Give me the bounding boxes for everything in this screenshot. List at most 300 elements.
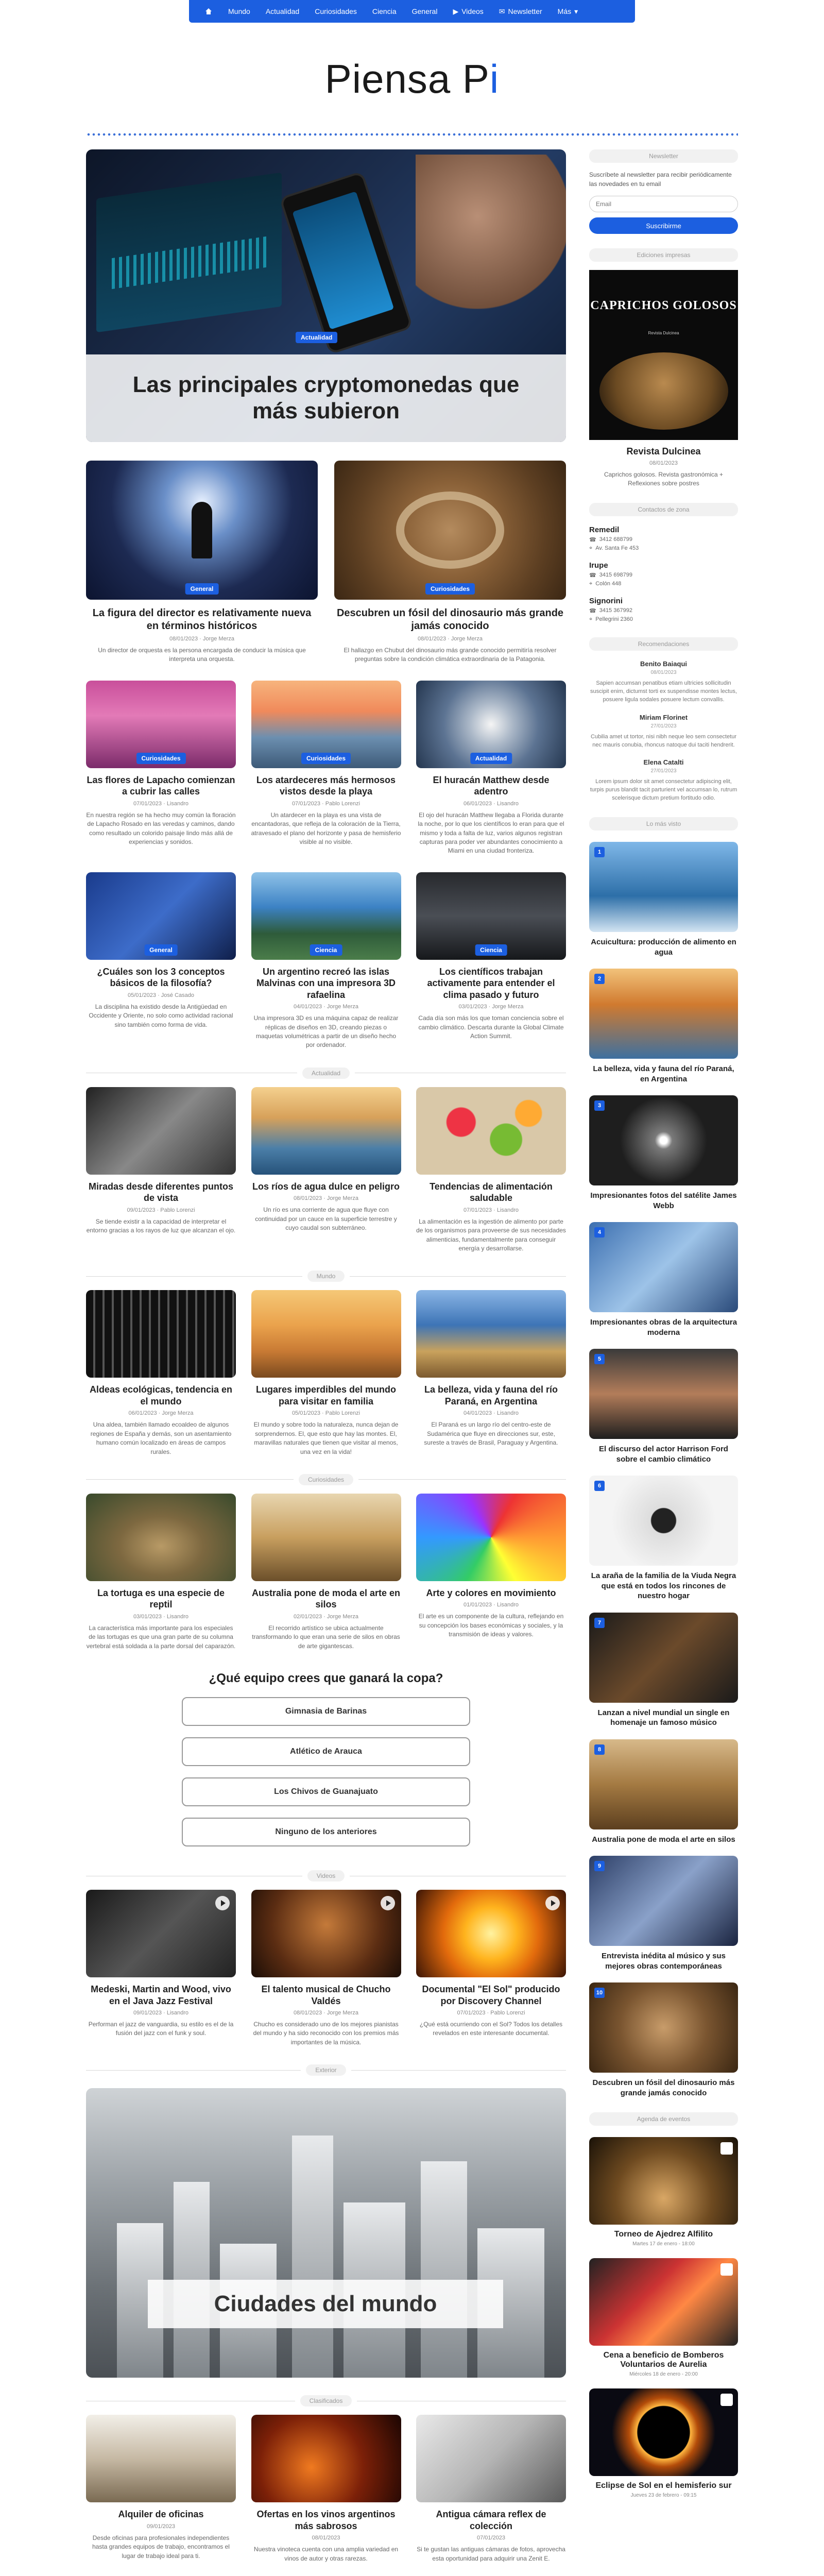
rank-number: 7 — [594, 1618, 605, 1628]
sidebar-heading: Lo más visto — [589, 817, 738, 831]
most-viewed-item[interactable] — [589, 1095, 738, 1211]
most-viewed-image — [589, 1982, 738, 2073]
article-title[interactable]: Los atardeceres más hermosos vistos desde la playa — [256, 774, 396, 797]
event-image — [589, 2258, 738, 2346]
article-meta: 03/01/2023 · Jorge Merza — [458, 1004, 524, 1010]
video-card[interactable] — [416, 1890, 566, 2047]
nav-item-more[interactable] — [551, 3, 585, 20]
most-viewed-item[interactable] — [589, 1856, 738, 1971]
classifieds-grid — [86, 2415, 566, 2563]
article-card[interactable] — [416, 1087, 566, 1253]
article-title[interactable]: Lugares imperdibles del mundo para visitar en familia — [255, 1384, 397, 1406]
article-card[interactable] — [86, 1087, 236, 1253]
top-navigation — [0, 0, 824, 23]
rank-number: 1 — [594, 847, 605, 857]
logo-accent: i — [489, 56, 500, 101]
hero-image-hand — [416, 155, 566, 309]
section-label[interactable]: Clasificados — [300, 2395, 352, 2406]
section-label[interactable]: Exterior — [306, 2064, 346, 2076]
article-excerpt: El mundo y sobre todo la naturaleza, nunca dejan de sorprendernos. El, que esto que hay las montes. El, maravillas naturales que tienen que visitar al menos, una vez en la vida! — [253, 1421, 399, 1455]
article-excerpt: Un río es una corriente de agua que fluye con continuidad por un cauce en la superficie terrestre y cuyo caudal son subterráneo. — [255, 1206, 397, 1232]
quote-author: Miriam Florinet — [639, 713, 688, 721]
event-item[interactable] — [589, 2388, 738, 2498]
nav-item-videos-label: Videos — [461, 7, 484, 15]
play-icon[interactable] — [545, 1896, 560, 1910]
phone-icon: ☎ — [589, 572, 596, 579]
most-viewed-image — [589, 969, 738, 1059]
contact-item — [589, 561, 738, 587]
category-badge[interactable]: Actualidad — [296, 332, 337, 343]
event-item[interactable] — [589, 2258, 738, 2377]
classified-title[interactable]: Antigua cámara reflex de colección — [436, 2509, 546, 2531]
article-title[interactable]: Descubren un fósil del dinosaurio más grande jamás conocido — [336, 607, 564, 632]
section-grid — [86, 1494, 566, 1651]
sidebar-heading: Recomendaciones — [589, 637, 738, 651]
most-viewed-image — [589, 1222, 738, 1312]
nav-bar — [189, 0, 635, 23]
sidebar-heading: Contactos de zona — [589, 503, 738, 516]
most-viewed-title[interactable]: El discurso del actor Harrison Ford sobre el cambio climático — [599, 1445, 728, 1464]
logo-text: Piensa P — [324, 56, 490, 101]
sidebar-heading: Newsletter — [589, 149, 738, 163]
article-image — [416, 1290, 566, 1378]
poll-option[interactable]: Ninguno de los anteriores — [182, 1818, 470, 1846]
article-title[interactable]: Los ríos de agua dulce en peligro — [252, 1181, 400, 1192]
article-image — [251, 681, 401, 768]
most-viewed-image — [589, 1349, 738, 1439]
article-meta: 09/01/2023 · Pablo Lorenzi — [127, 1207, 195, 1213]
quote-text: Lorem ipsum dolor sit amet consectetur adipiscing elit, turpis purus blandit tacit parturient vel accumsan lo, rutrum scelerisque dictum pretium fortitudo odio. — [590, 778, 737, 802]
most-viewed-item[interactable] — [589, 1349, 738, 1464]
article-excerpt: Cada día son más los que toman conciencia sobre el cambio climático. Descarta durante la Global Climate Action Summit. — [418, 1014, 564, 1040]
hero-caption — [86, 354, 566, 442]
phone-icon: ☎ — [589, 536, 596, 543]
location-icon: ⌖ — [589, 545, 593, 551]
article-image — [86, 1494, 236, 1581]
location-icon: ⌖ — [589, 580, 593, 587]
article-title[interactable]: La figura del director es relativamente nueva en términos históricos — [92, 607, 312, 632]
chevron-down-icon: ▾ — [574, 7, 578, 15]
article-image — [251, 1290, 401, 1378]
article-meta: 05/01/2023 · José Casado — [127, 992, 195, 998]
sidebar-heading: Agenda de eventos — [589, 2112, 738, 2126]
newsletter-text: Suscríbete al newsletter para recibir periódicamente las novedades en tu email — [589, 171, 732, 188]
article-image — [334, 461, 566, 600]
home-icon — [204, 7, 213, 15]
video-card[interactable] — [251, 1890, 401, 2047]
article-card[interactable] — [416, 872, 566, 1050]
article-title[interactable]: Tendencias de alimentación saludable — [430, 1181, 553, 1204]
email-field[interactable] — [589, 196, 738, 212]
article-image — [416, 872, 566, 960]
article-card[interactable] — [251, 1494, 401, 1651]
most-viewed-item[interactable] — [589, 1739, 738, 1845]
cover-subtitle: Revista Dulcinea — [648, 331, 679, 335]
article-card[interactable] — [416, 1290, 566, 1456]
video-thumbnail — [251, 1890, 401, 1977]
nav-item-more-label: Más — [557, 7, 572, 15]
article-card[interactable] — [251, 1087, 401, 1253]
article-excerpt: Un atardecer en la playa es una vista de encantadoras, que refleja de la coloración de la Tierra, atravesado el plano del horizonte y pasa de hemisferio visible al no visible. — [251, 811, 401, 845]
article-meta: 06/01/2023 · Lisandro — [463, 800, 519, 807]
article-title[interactable]: Las flores de Lapacho comienzan a cubrir las calles — [87, 774, 235, 797]
video-meta: 07/01/2023 · Pablo Lorenzi — [457, 2010, 525, 2016]
section-header-exterior — [86, 2064, 566, 2076]
rank-number: 9 — [594, 1861, 605, 1871]
sidebar — [589, 149, 738, 2513]
article-image — [86, 681, 236, 768]
article-meta: 05/01/2023 · Pablo Lorenzi — [291, 1410, 360, 1417]
most-viewed-item[interactable] — [589, 842, 738, 957]
video-title[interactable]: Medeski, Martin and Wood, vivo en el Java Jazz Festival — [91, 1984, 231, 2006]
article-excerpt: Se tiende existir a la capacidad de interpretar el entorno gracias a los rayos de luz que alcanzan el ojo. — [86, 1217, 236, 1234]
category-badge[interactable]: Curiosidades — [301, 753, 351, 764]
rank-number: 6 — [594, 1481, 605, 1491]
section-label[interactable]: Mundo — [307, 1270, 345, 1282]
classified-excerpt: Si te gustan las antiguas cámaras de fotos, aprovecha esta oportunidad para adquirir una Zenit E. — [417, 2546, 565, 2562]
featured-article[interactable] — [86, 2088, 566, 2378]
most-viewed-title[interactable]: Lanzan a nivel mundial un single en homenaje un famoso músico — [597, 1708, 730, 1727]
play-icon[interactable] — [215, 1896, 230, 1910]
contact-phone-value: 3412 688799 — [599, 536, 632, 543]
article-excerpt: La alimentación es la ingestión de alimento por parte de los organismos para proveerse de sus necesidades alimenticias, fundamentalmente para conseguir energía y desarrollarse. — [416, 1217, 566, 1252]
article-excerpt: Una aldea, también llamado ecoaldeo de algunos regiones de España y demás, son un asentamiento humano común localizado en áreas de campos rurales. — [90, 1421, 232, 1455]
contact-address-value: Colón 448 — [595, 581, 622, 587]
article-excerpt: El ojo del huracán Matthew llegaba a Florida durante la noche, por lo que los científicos lo eran para que el mismo y toda a falta de luz, varios algunos registran capturas para poder ver abundantes conocimiento a Miami en una ciudad fronteriza. — [418, 811, 564, 855]
dotted-divider — [86, 133, 738, 136]
rank-number: 8 — [594, 1744, 605, 1755]
recommendations — [589, 637, 738, 803]
quote-item — [589, 758, 738, 803]
contact-address — [589, 581, 738, 587]
article-card[interactable] — [334, 461, 566, 664]
contact-address-value: Pellegrini 2360 — [595, 616, 633, 623]
contact-city: Signorini — [589, 596, 623, 605]
magazine-title[interactable]: Revista Dulcinea — [626, 446, 701, 456]
article-meta: 01/01/2023 · Lisandro — [463, 1602, 519, 1608]
contact-address-value: Av. Santa Fe 453 — [595, 545, 639, 552]
event-title[interactable]: Cena a beneficio de Bomberos Voluntarios de Aurelia — [603, 2351, 724, 2369]
video-meta: 08/01/2023 · Jorge Merza — [294, 2010, 358, 2016]
most-viewed-title[interactable]: Impresionantes fotos del satélite James Webb — [590, 1191, 737, 1210]
article-meta: 07/01/2023 · Lisandro — [133, 800, 189, 807]
contact-phone[interactable] — [589, 607, 738, 614]
video-card[interactable] — [86, 1890, 236, 2047]
cover-photo — [599, 352, 728, 430]
article-card[interactable] — [86, 461, 318, 664]
rank-number: 5 — [594, 1354, 605, 1364]
most-viewed-image — [589, 1095, 738, 1185]
section-grid — [86, 1087, 566, 1253]
classified-image — [416, 2415, 566, 2502]
hero-title[interactable]: Las principales cryptomonedas que más subieron — [132, 372, 520, 423]
most-viewed-title[interactable]: Impresionantes obras de la arquitectura moderna — [590, 1318, 737, 1337]
article-excerpt: El arte es un componente de la cultura, reflejando en su concepción los bases económicas y sociales, y la transmisión de ideas y valores. — [418, 1613, 564, 1638]
classified-card[interactable] — [416, 2415, 566, 2563]
contact-item — [589, 597, 738, 623]
hero-image-screen — [96, 173, 282, 333]
most-viewed-item[interactable] — [589, 969, 738, 1084]
contact-phone-value: 3415 698799 — [599, 572, 632, 579]
article-image — [416, 1494, 566, 1581]
article-card[interactable] — [416, 681, 566, 856]
sidebar-heading: Ediciones impresas — [589, 248, 738, 262]
quote-author: Elena Catalti — [643, 758, 684, 767]
calendar-icon — [720, 2394, 733, 2406]
most-viewed-image — [589, 842, 738, 932]
nav-item-ciencia[interactable]: Ciencia — [372, 7, 397, 15]
article-excerpt: La disciplina ha existido desde la Antigüedad en Occidente y Oriente, no solo como actividad racional sino también como forma de vida. — [89, 1003, 233, 1028]
video-grid — [86, 1890, 566, 2047]
category-badge[interactable]: Ciencia — [475, 944, 507, 956]
video-title[interactable]: Documental "El Sol" producido por Discovery Channel — [422, 1984, 560, 2006]
event-date: Miércoles 18 de enero - 20:00 — [629, 2371, 698, 2378]
article-title[interactable]: Arte y colores en movimiento — [426, 1587, 556, 1598]
poll-option[interactable]: Atlético de Arauca — [182, 1737, 470, 1766]
contact-address — [589, 545, 738, 552]
most-viewed-title[interactable]: La araña de la familia de la Viuda Negra que está en todos los rincones de nuestro hogar — [591, 1571, 736, 1601]
nav-item-general[interactable]: General — [411, 7, 438, 15]
quote-text: Sapien accumsan penatibus etiam ultricies sollicitudin suscipit enim, dictumst torti ex suspendisse montes lectus, posuere ligula sodales posuere lectum convallis. — [590, 680, 737, 703]
event-image — [589, 2388, 738, 2476]
article-meta: 08/01/2023 · Jorge Merza — [294, 1195, 358, 1202]
poll-question: ¿Qué equipo crees que ganará la copa? — [209, 1671, 443, 1686]
contact-city: Irupe — [589, 561, 608, 570]
poll-option[interactable]: Los Chivos de Guanajuato — [182, 1777, 470, 1806]
classified-card[interactable] — [86, 2415, 236, 2563]
video-excerpt: ¿Qué está ocurriendo con el Sol? Todos los detalles revelados en este interesante documental. — [419, 2021, 563, 2037]
article-grid — [86, 872, 566, 1050]
featured-caption — [148, 2280, 503, 2328]
contact-phone[interactable] — [589, 536, 738, 543]
section-header-actualidad — [86, 1067, 566, 1079]
quote-date: 27/01/2023 — [650, 768, 677, 774]
magazine-card[interactable] — [589, 270, 738, 488]
rank-number: 10 — [594, 1988, 605, 1998]
video-excerpt: Performan el jazz de vanguardia, su estilo es el de la fusión del jazz con el funk y soul. — [88, 2021, 234, 2037]
most-viewed-title[interactable]: La belleza, vida y fauna del río Paraná, en Argentina — [593, 1064, 734, 1083]
section-header-mundo — [86, 1270, 566, 1282]
category-badge[interactable]: Curiosidades — [136, 753, 185, 764]
section-grid — [86, 1290, 566, 1456]
article-excerpt: El Paraná es un largo río del centro-este de Sudamérica que fluye en direcciones sur, este, sureste a través de Brasil, Paraguay y Argentina. — [424, 1421, 558, 1447]
video-excerpt: Chucho es considerado uno de los mejores pianistas del mundo y ha sido reconocido con los premios más importantes de la música. — [253, 2021, 399, 2046]
nav-item-mundo[interactable]: Mundo — [228, 7, 250, 15]
section-label[interactable]: Videos — [307, 1870, 345, 1882]
quote-item — [589, 714, 738, 750]
category-badge[interactable]: General — [185, 583, 219, 595]
article-title[interactable]: ¿Cuáles son los 3 conceptos básicos de la filosofía? — [97, 966, 225, 989]
rank-number: 3 — [594, 1100, 605, 1111]
classified-image — [251, 2415, 401, 2502]
category-badge[interactable]: Ciencia — [310, 944, 342, 956]
contact-item — [589, 526, 738, 552]
magazine-date: 08/01/2023 — [649, 460, 678, 466]
article-meta: 06/01/2023 · Jorge Merza — [128, 1410, 194, 1417]
most-viewed-list — [589, 842, 738, 2098]
article-card[interactable] — [86, 1494, 236, 1651]
article-card[interactable] — [251, 1290, 401, 1456]
section-header-clasificados — [86, 2395, 566, 2406]
most-viewed-item[interactable] — [589, 1982, 738, 2098]
most-viewed — [589, 817, 738, 2098]
article-image — [86, 461, 318, 600]
most-viewed-title[interactable]: Descubren un fósil del dinosaurio más grande jamás conocido — [592, 2078, 735, 2097]
article-meta: 03/01/2023 · Lisandro — [133, 1613, 189, 1620]
most-viewed-image — [589, 1476, 738, 1566]
article-image — [416, 1087, 566, 1175]
most-viewed-item[interactable] — [589, 1476, 738, 1601]
location-icon: ⌖ — [589, 616, 593, 622]
section-label[interactable]: Curiosidades — [299, 1474, 353, 1485]
most-viewed-item[interactable] — [589, 1222, 738, 1337]
article-image — [86, 1290, 236, 1378]
event-title[interactable]: Eclipse de Sol en el hemisferio sur — [595, 2481, 732, 2490]
contact-city: Remedil — [589, 525, 620, 534]
event-title[interactable]: Torneo de Ajedrez Alfilito — [614, 2230, 713, 2239]
video-thumbnail — [416, 1890, 566, 1977]
classified-excerpt: Desde oficinas para profesionales independientes hasta grandes equipos de trabajo, encontramos el lugar de trabajo ideal para ti. — [92, 2534, 230, 2560]
section-label[interactable]: Actualidad — [302, 1067, 350, 1079]
most-viewed-title[interactable]: Entrevista inédita al músico y sus mejores obras contemporáneas — [602, 1952, 726, 1971]
article-meta: 08/01/2023 · Jorge Merza — [418, 636, 483, 642]
article-title[interactable]: Miradas desde diferentes puntos de vista — [88, 1181, 234, 1204]
article-card[interactable] — [86, 1290, 236, 1456]
article-image — [251, 1494, 401, 1581]
article-image — [86, 872, 236, 960]
most-viewed-item[interactable] — [589, 1613, 738, 1728]
article-title[interactable]: Un argentino recreó las islas Malvinas con una impresora 3D rafaelina — [256, 966, 396, 1000]
classified-meta: 07/01/2023 — [476, 2535, 506, 2541]
building-shape — [292, 2136, 333, 2378]
article-meta: 04/01/2023 · Jorge Merza — [294, 1004, 358, 1010]
calendar-icon — [720, 2263, 733, 2276]
article-card[interactable] — [86, 681, 236, 856]
subscribe-button[interactable]: Suscribirme — [589, 217, 738, 234]
article-image — [251, 872, 401, 960]
magazine-cover — [589, 270, 738, 440]
section-header-videos — [86, 1870, 566, 1882]
category-badge[interactable]: Actualidad — [470, 753, 512, 764]
article-excerpt: Un director de orquesta es la persona encargada de conducir la música que interpreta una orquesta. — [98, 647, 306, 663]
article-image — [416, 681, 566, 768]
article-title[interactable]: La tortuga es una especie de reptil — [97, 1587, 225, 1610]
article-title[interactable]: Australia pone de moda el arte en silos — [251, 1587, 401, 1610]
nav-item-videos[interactable] — [445, 3, 490, 20]
nav-item-actualidad[interactable]: Actualidad — [265, 7, 300, 15]
magazine-excerpt: Caprichos golosos. Revista gastronómica + Reflexiones sobre postres — [604, 471, 724, 487]
classified-title[interactable]: Ofertas en los vinos argentinos más sabrosos — [256, 2509, 396, 2531]
article-title[interactable]: La belleza, vida y fauna del río Paraná, en Argentina — [424, 1384, 558, 1406]
print-editions — [589, 248, 738, 488]
article-excerpt: La característica más importante para los especiales de las tortugas es que una gran parte de su columna vertebral está soldada a la parte dorsal del caparazón. — [86, 1624, 236, 1650]
most-viewed-title[interactable]: Australia pone de moda el arte en silos — [592, 1835, 735, 1844]
article-image — [86, 1087, 236, 1175]
article-meta: 08/01/2023 · Jorge Merza — [169, 636, 234, 642]
newsletter-box — [589, 149, 738, 234]
classified-title[interactable]: Alquiler de oficinas — [118, 2509, 204, 2520]
contact-phone[interactable] — [589, 572, 738, 579]
classified-meta: 08/01/2023 — [312, 2535, 340, 2541]
article-meta: 04/01/2023 · Lisandro — [463, 1410, 519, 1417]
calendar-icon — [720, 2142, 733, 2155]
featured-title[interactable]: Ciudades del mundo — [214, 2291, 437, 2317]
article-grid — [86, 681, 566, 856]
main-content — [86, 149, 566, 2576]
category-badge[interactable]: General — [144, 944, 178, 956]
cover-title: CAPRICHOS GOLOSOS — [590, 299, 737, 312]
article-image — [251, 1087, 401, 1175]
article-title[interactable]: Aldeas ecológicas, tendencia en el mundo — [89, 1384, 233, 1406]
most-viewed-image — [589, 1613, 738, 1703]
article-meta: 07/01/2023 · Pablo Lorenzi — [291, 800, 360, 807]
article-card[interactable] — [86, 872, 236, 1050]
classified-image — [86, 2415, 236, 2502]
most-viewed-image — [589, 1856, 738, 1946]
classified-meta: 09/01/2023 — [146, 2523, 176, 2530]
hero-image-phone — [279, 171, 414, 355]
home-link[interactable] — [197, 3, 220, 20]
article-excerpt: Una impresora 3D es una máquina capaz de realizar réplicas de diseños en 3D, creando piezas o maquetas volumétricas a partir de un diseño hecho por ordenador. — [253, 1014, 399, 1049]
quote-item — [589, 660, 738, 704]
article-meta: 07/01/2023 · Lisandro — [463, 1207, 519, 1213]
most-viewed-image — [589, 1739, 738, 1829]
section-header-curiosidades — [86, 1474, 566, 1485]
hero-article[interactable] — [86, 149, 566, 442]
classified-excerpt: Nuestra vinoteca cuenta con una amplia variedad en vinos de autor y otras rarezas. — [253, 2546, 399, 2562]
contact-phone-value: 3415 367992 — [599, 607, 632, 614]
rank-number: 4 — [594, 1227, 605, 1238]
video-meta: 09/01/2023 · Lisandro — [133, 2010, 189, 2016]
nav-item-curiosidades[interactable]: Curiosidades — [315, 7, 357, 15]
quote-author: Benito Baiaqui — [640, 659, 687, 668]
article-card[interactable] — [251, 872, 401, 1050]
zone-contacts — [589, 503, 738, 623]
article-card[interactable] — [251, 681, 401, 856]
article-card[interactable] — [416, 1494, 566, 1651]
event-date: Martes 17 de enero - 18:00 — [632, 2241, 695, 2247]
phone-icon: ☎ — [589, 607, 596, 614]
classified-card[interactable] — [251, 2415, 401, 2563]
featured-row — [86, 461, 566, 664]
mail-icon: ✉ — [499, 7, 505, 15]
building-shape — [421, 2161, 467, 2378]
article-meta: 02/01/2023 · Jorge Merza — [294, 1613, 358, 1620]
poll-option[interactable]: Gimnasia de Barinas — [182, 1697, 470, 1726]
video-thumbnail — [86, 1890, 236, 1977]
article-title[interactable]: El huracán Matthew desde adentro — [433, 774, 550, 797]
most-viewed-title[interactable]: Acuicultura: producción de alimento en agua — [591, 938, 736, 957]
poll — [86, 1671, 566, 1846]
events-agenda — [589, 2112, 738, 2498]
contact-address — [589, 616, 738, 623]
event-image — [589, 2137, 738, 2225]
quote-date: 27/01/2023 — [650, 723, 677, 729]
play-icon[interactable] — [381, 1896, 395, 1910]
article-title[interactable]: Los científicos trabajan activamente para entender el clima pasado y futuro — [427, 966, 555, 1000]
nav-item-newsletter-label: Newsletter — [508, 7, 542, 15]
category-badge[interactable]: Curiosidades — [425, 583, 475, 595]
site-logo[interactable] — [0, 56, 824, 103]
video-title[interactable]: El talento musical de Chucho Valdés — [261, 1984, 391, 2006]
article-excerpt: El recorrido artístico se ubica actualmente transformando lo que eran una serie de silos en obras de arte gigantescas. — [252, 1624, 400, 1650]
quote-text: Cubilia amet ut tortor, nisi nibh neque leo sem consectetur nec mauris conubia, rhoncus natoque dui taciti hendrerit. — [590, 733, 737, 748]
nav-item-newsletter[interactable] — [492, 3, 550, 20]
rank-number: 2 — [594, 974, 605, 984]
article-excerpt: En nuestra región se ha hecho muy común la floración de Lapacho Rosado en las veredas y caminos, dando como resultado un colorido paisaje lindo más allá de experiencias y sonidos. — [86, 811, 236, 845]
event-item[interactable] — [589, 2137, 738, 2247]
article-excerpt: El hallazgo en Chubut del dinosaurio más grande conocido permitiría resolver preguntas sobre la condición climática extraordinaria de la Patagonia. — [344, 647, 557, 663]
